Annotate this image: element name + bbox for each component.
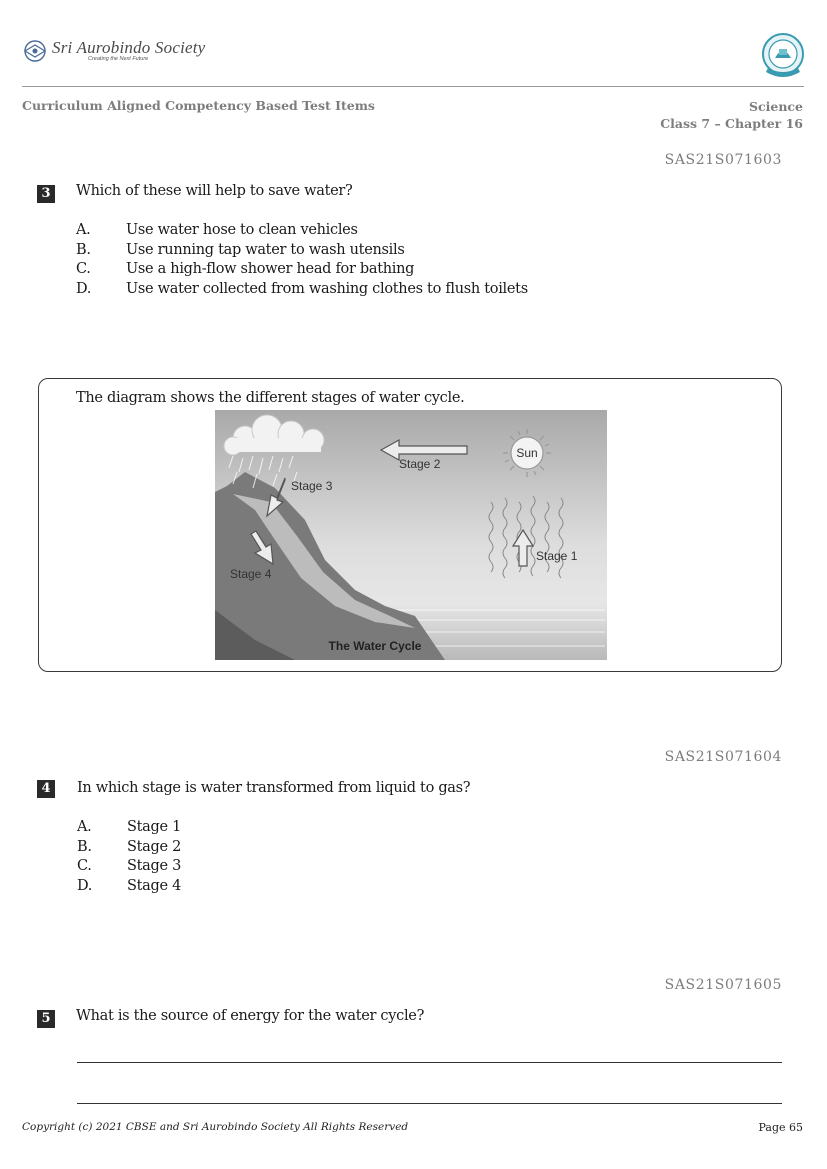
cbse-seal-logo [760, 32, 806, 82]
brand-name: Sri Aurobindo Society [52, 38, 206, 57]
subject-label: Science [749, 99, 803, 114]
question-number-badge: 5 [37, 1010, 55, 1028]
option-text: Use water hose to clean vehicles [126, 222, 358, 238]
question-text: Which of these will help to save water? [76, 183, 353, 199]
society-emblem-icon [22, 38, 48, 64]
option-letter: D. [76, 281, 92, 297]
brand-tagline: Creating the Next Future [88, 56, 149, 62]
option-letter: D. [77, 878, 93, 894]
question-text: What is the source of energy for the water cycle? [76, 1008, 425, 1024]
stage3-label: Stage 3 [291, 479, 333, 493]
header-rule [22, 86, 804, 87]
option-letter: B. [77, 839, 92, 855]
option-letter: C. [77, 858, 92, 874]
stage4-label: Stage 4 [230, 567, 272, 581]
question-number-badge: 4 [37, 780, 55, 798]
answer-line[interactable] [77, 1062, 782, 1063]
question-code: SAS21S071603 [664, 152, 782, 168]
stage2-label: Stage 2 [399, 457, 441, 471]
page-number: Page 65 [758, 1121, 803, 1134]
stage1-label: Stage 1 [536, 549, 578, 563]
option-text: Stage 4 [127, 878, 182, 894]
option-text: Stage 3 [127, 858, 182, 874]
option-letter: C. [76, 261, 91, 277]
sri-aurobindo-society-logo [22, 36, 206, 70]
question-code: SAS21S071605 [664, 977, 782, 993]
option-letter: B. [76, 242, 91, 258]
option-text: Use a high-flow shower head for bathing [126, 261, 415, 277]
option-text: Use running tap water to wash utensils [126, 242, 405, 258]
water-cycle-diagram [215, 410, 607, 660]
class-chapter-label: Class 7 – Chapter 16 [660, 116, 803, 131]
copyright-notice: Copyright (c) 2021 CBSE and Sri Aurobindo Society All Rights Reserved [22, 1121, 409, 1133]
subject-info [660, 98, 803, 132]
answer-line[interactable] [77, 1103, 782, 1104]
diagram-title: The Water Cycle [328, 639, 422, 653]
sun-label: Sun [516, 446, 538, 460]
option-letter: A. [76, 222, 91, 238]
question-code: SAS21S071604 [664, 749, 782, 765]
option-text: Use water collected from washing clothes to flush toilets [126, 281, 528, 297]
curriculum-title: Curriculum Aligned Competency Based Test Items [22, 98, 375, 113]
option-text: Stage 1 [127, 819, 182, 835]
option-letter: A. [77, 819, 92, 835]
question-text: In which stage is water transformed from liquid to gas? [77, 780, 471, 796]
question-number-badge: 3 [37, 185, 55, 203]
diagram-caption: The diagram shows the different stages of water cycle. [76, 390, 465, 406]
option-text: Stage 2 [127, 839, 182, 855]
